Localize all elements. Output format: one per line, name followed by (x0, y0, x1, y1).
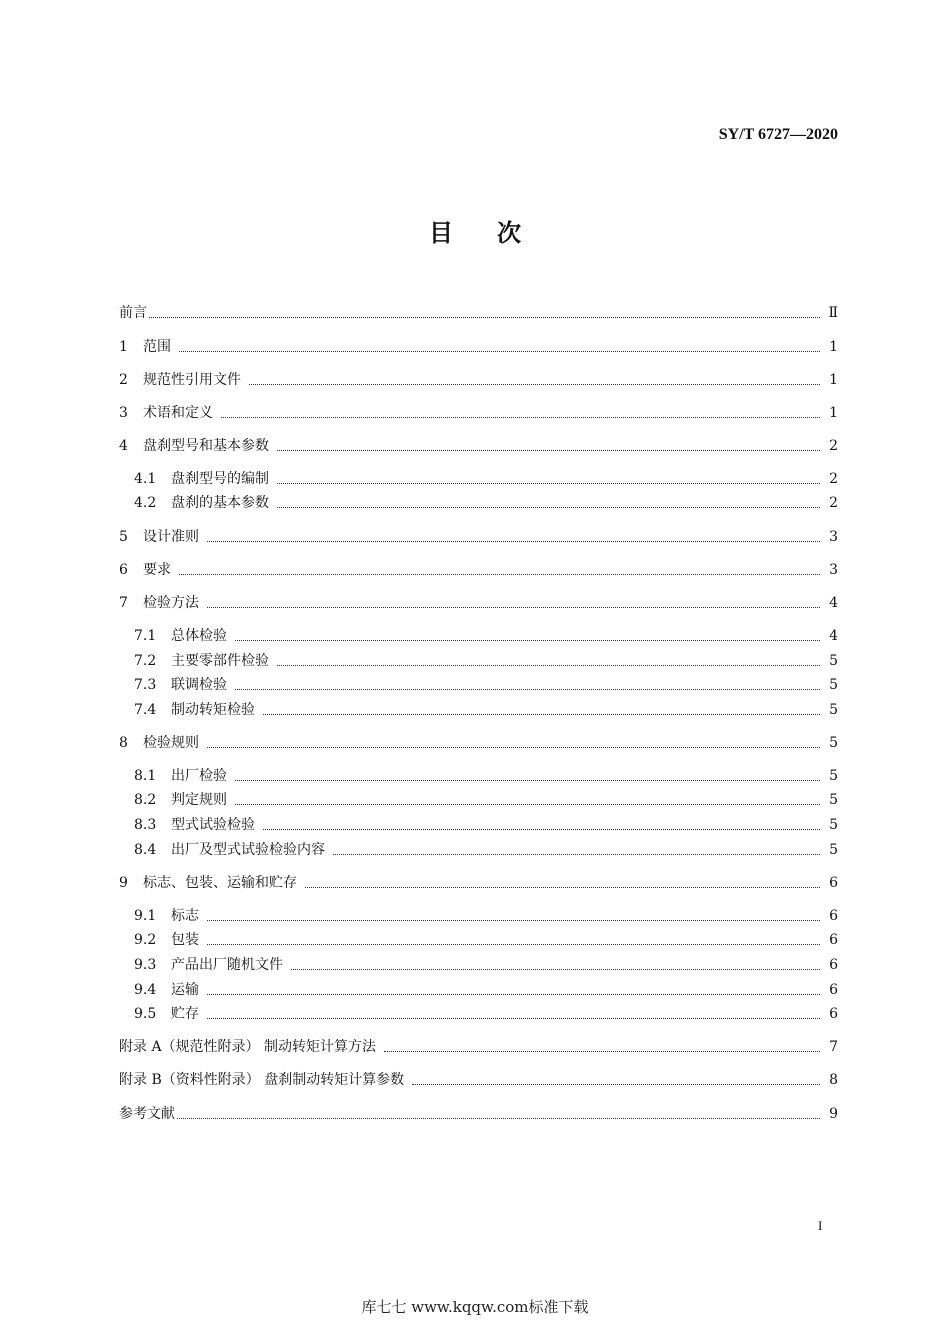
toc-entry-8-1[interactable] (134, 765, 838, 787)
toc-entry-8-3[interactable] (134, 814, 838, 836)
toc-leader-dots (207, 944, 820, 945)
toc-entry-appendix-a[interactable] (119, 1036, 838, 1058)
toc-entry-page: Ⅱ (828, 305, 838, 321)
toc-entry-2[interactable] (119, 369, 838, 391)
toc-entry-page: 2 (829, 471, 838, 487)
toc-entry-label: 主要零部件检验 (171, 653, 269, 669)
toc-entry-page: 6 (829, 875, 838, 891)
toc-leader-dots (207, 747, 820, 748)
toc-entry-9-2[interactable] (134, 929, 838, 951)
toc-entry-8[interactable] (119, 732, 838, 754)
toc-entry-1[interactable] (119, 336, 838, 358)
toc-entry-label: 检验规则 (143, 735, 199, 751)
toc-entry-page: 1 (829, 372, 838, 388)
toc-leader-dots (277, 665, 820, 666)
toc-entry-number: 9.3 (134, 957, 157, 973)
toc-entry-number: 5 (119, 529, 128, 545)
toc-entry-references[interactable] (119, 1103, 838, 1125)
toc-entry-7[interactable] (119, 592, 838, 614)
toc-entry-9-3[interactable] (134, 954, 838, 976)
toc-entry-page: 3 (829, 562, 838, 578)
toc-entry-6[interactable] (119, 559, 838, 581)
toc-entry-number: 7.2 (134, 653, 157, 669)
toc-leader-dots (207, 920, 820, 921)
toc-entry-9[interactable] (119, 872, 838, 894)
toc-entry-label: 总体检验 (171, 628, 227, 644)
toc-entry-label: 盘刹型号和基本参数 (143, 438, 269, 454)
toc-entry-number: 8.2 (134, 792, 157, 808)
toc-entry-4[interactable] (119, 435, 838, 457)
toc-entry-label: 设计准则 (143, 529, 199, 545)
toc-entry-page: 6 (829, 932, 838, 948)
toc-entry-page: 2 (829, 438, 838, 454)
toc-entry-number: 3 (119, 405, 128, 421)
toc-entry-page: 5 (829, 735, 838, 751)
toc-leader-dots (291, 969, 820, 970)
toc-entry-8-2[interactable] (134, 789, 838, 811)
toc-entry-foreword[interactable] (119, 302, 838, 324)
toc-entry-9-1[interactable] (134, 905, 838, 927)
toc-entry-5[interactable] (119, 526, 838, 548)
toc-entry-label: 联调检验 (171, 677, 227, 693)
toc-entry-label: 参考文献 (119, 1106, 175, 1122)
toc-entry-label: 前言 (119, 305, 147, 321)
toc-entry-page: 3 (829, 529, 838, 545)
toc-leader-dots (177, 1118, 820, 1119)
toc-entry-number: 7.4 (134, 702, 157, 718)
toc-entry-number: 9.2 (134, 932, 157, 948)
toc-leader-dots (235, 780, 820, 781)
toc-leader-dots (235, 804, 820, 805)
page-title: 目次 (429, 219, 565, 247)
toc-entry-number: 4.2 (134, 495, 157, 511)
toc-entry-number: 9.5 (134, 1006, 157, 1022)
toc-entry-number: 4.1 (134, 471, 157, 487)
toc-entry-label: 要求 (143, 562, 171, 578)
toc-entry-page: 6 (829, 908, 838, 924)
toc-entry-label: 制动转矩检验 (171, 702, 255, 718)
toc-entry-number: 8.3 (134, 817, 157, 833)
toc-entry-page: 1 (829, 339, 838, 355)
footer-watermark: 库七七 www.kqqw.com标准下载 (361, 1298, 589, 1316)
toc-entry-number: 8.1 (134, 768, 157, 784)
toc-entry-page: 9 (829, 1106, 838, 1122)
document-code: SY/T 6727—2020 (718, 126, 838, 143)
toc-leader-dots (277, 450, 820, 451)
toc-entry-label: 检验方法 (143, 595, 199, 611)
toc-entry-page: 8 (829, 1072, 838, 1088)
toc-leader-dots (263, 714, 820, 715)
toc-entry-page: 5 (829, 768, 838, 784)
toc-entry-label: 盘刹的基本参数 (171, 495, 269, 511)
toc-entry-page: 6 (829, 1006, 838, 1022)
toc-entry-label: 附录 B（资料性附录） 盘刹制动转矩计算参数 (119, 1072, 405, 1088)
toc-entry-7-3[interactable] (134, 674, 838, 696)
toc-leader-dots (235, 689, 820, 690)
toc-entry-label: 盘刹型号的编制 (171, 471, 269, 487)
toc-entry-number: 9.1 (134, 908, 157, 924)
toc-entry-label: 产品出厂随机文件 (171, 957, 283, 973)
toc-entry-page: 5 (829, 792, 838, 808)
toc-entry-page: 4 (829, 628, 838, 644)
toc-entry-appendix-b[interactable] (119, 1069, 838, 1091)
toc-entry-9-4[interactable] (134, 979, 838, 1001)
toc-leader-dots (277, 483, 820, 484)
toc-entry-number: 9 (119, 875, 128, 891)
toc-entry-page: 7 (829, 1039, 838, 1055)
toc-entry-label: 出厂及型式试验检验内容 (171, 842, 325, 858)
toc-entry-label: 型式试验检验 (171, 817, 255, 833)
toc-entry-page: 1 (829, 405, 838, 421)
toc-leader-dots (207, 994, 820, 995)
toc-entry-7-4[interactable] (134, 699, 838, 721)
toc-entry-number: 7.1 (134, 628, 157, 644)
toc-entry-number: 6 (119, 562, 128, 578)
toc-leader-dots (235, 640, 820, 641)
toc-entry-page: 4 (829, 595, 838, 611)
toc-entry-page: 5 (829, 653, 838, 669)
toc-leader-dots (412, 1084, 820, 1085)
toc-entry-label: 包装 (171, 932, 199, 948)
toc-entry-page: 6 (829, 982, 838, 998)
toc-entry-number: 7.3 (134, 677, 157, 693)
toc-leader-dots (179, 574, 820, 575)
toc-entry-page: 6 (829, 957, 838, 973)
page-number: I (818, 1218, 823, 1233)
toc-leader-dots (207, 1018, 820, 1019)
toc-leader-dots (305, 887, 820, 888)
toc-entry-label: 标志、包装、运输和贮存 (143, 875, 297, 891)
toc-entry-number: 8 (119, 735, 128, 751)
toc-leader-dots (149, 317, 820, 318)
toc-entry-page: 5 (829, 842, 838, 858)
toc-entry-label: 判定规则 (171, 792, 227, 808)
toc-entry-7-1[interactable] (134, 625, 838, 647)
toc-entry-page: 2 (829, 495, 838, 511)
toc-leader-dots (384, 1051, 820, 1052)
toc-entry-number: 8.4 (134, 842, 157, 858)
toc-entry-number: 1 (119, 339, 128, 355)
toc-leader-dots (207, 607, 820, 608)
toc-entry-8-4[interactable] (134, 839, 838, 861)
toc-entry-4-1[interactable] (134, 468, 838, 490)
toc-leader-dots (249, 384, 820, 385)
toc-leader-dots (263, 829, 820, 830)
toc-leader-dots (179, 351, 820, 352)
toc-entry-7-2[interactable] (134, 650, 838, 672)
toc-leader-dots (333, 854, 820, 855)
toc-entry-label: 附录 A（规范性附录） 制动转矩计算方法 (119, 1039, 377, 1055)
toc-entry-label: 术语和定义 (143, 405, 213, 421)
toc-entry-3[interactable] (119, 402, 838, 424)
toc-entry-label: 贮存 (171, 1006, 199, 1022)
toc-entry-page: 5 (829, 677, 838, 693)
toc-leader-dots (221, 417, 820, 418)
toc-entry-number: 9.4 (134, 982, 157, 998)
toc-entry-page: 5 (829, 702, 838, 718)
toc-entry-4-2[interactable] (134, 492, 838, 514)
toc-entry-label: 运输 (171, 982, 199, 998)
toc-entry-label: 规范性引用文件 (143, 372, 241, 388)
toc-leader-dots (207, 541, 820, 542)
toc-entry-label: 范围 (143, 339, 171, 355)
toc-leader-dots (277, 507, 820, 508)
toc-entry-number: 4 (119, 438, 128, 454)
toc-entry-label: 出厂检验 (171, 768, 227, 784)
toc-entry-number: 2 (119, 372, 128, 388)
toc-entry-label: 标志 (171, 908, 199, 924)
toc-entry-9-5[interactable] (134, 1003, 838, 1025)
toc-entry-page: 5 (829, 817, 838, 833)
toc-entry-number: 7 (119, 595, 128, 611)
